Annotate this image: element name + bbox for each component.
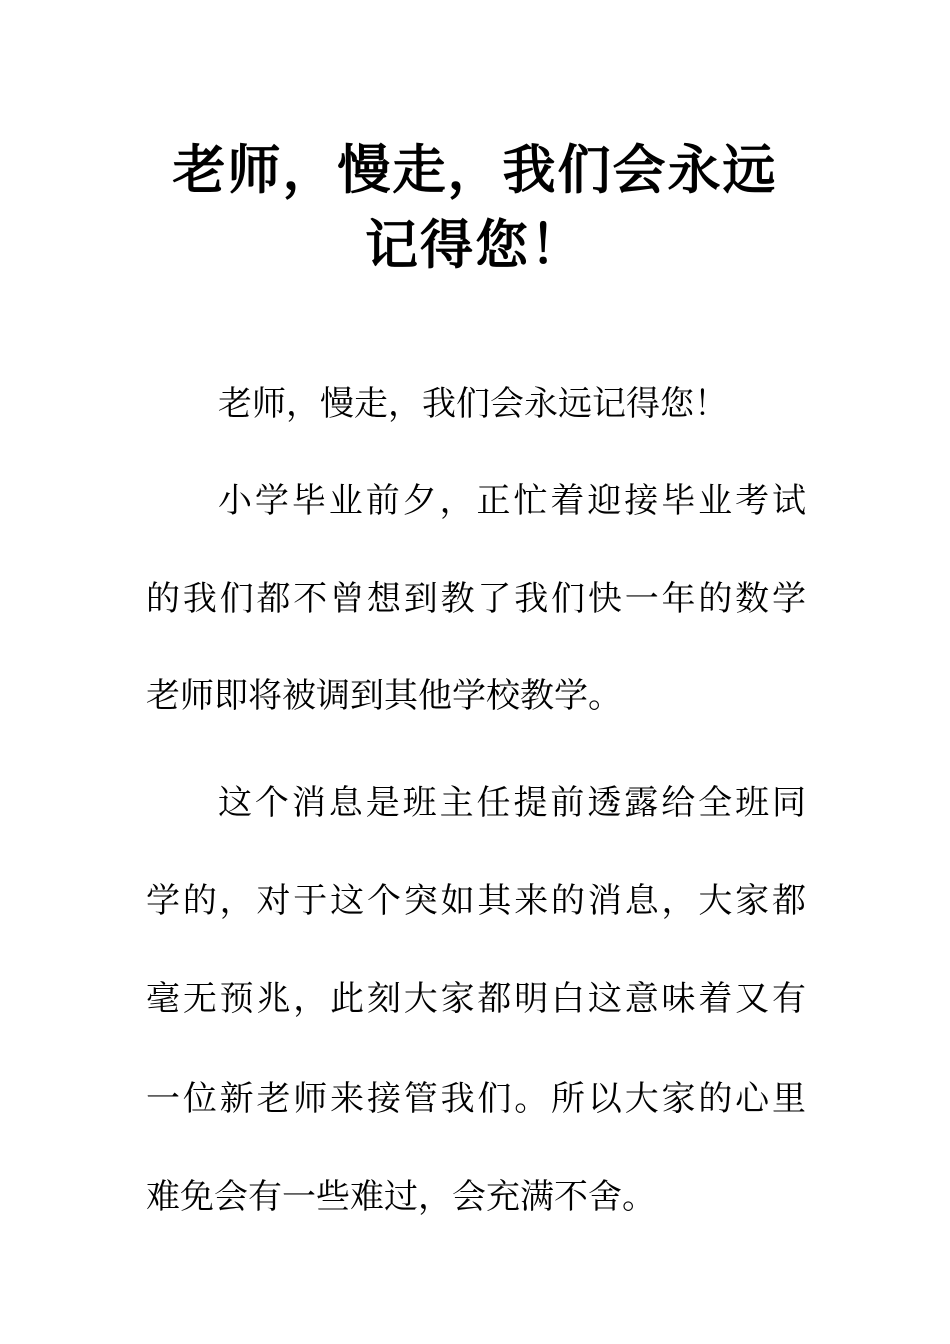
paragraph-line: 老师，慢走，我们会永远记得您！: [218, 384, 728, 424]
document-title-line-2: 记得您！: [365, 214, 585, 276]
paragraph-line: 难免会有一些难过，会充满不舍。: [146, 1177, 656, 1217]
paragraph-line: 小学毕业前夕，正忙着迎接毕业考试: [218, 481, 806, 521]
paragraph-line: 这个消息是班主任提前透露给全班同: [218, 783, 806, 823]
paragraph-line: 学的，对于这个突如其来的消息，大家都: [146, 881, 806, 921]
paragraph-line: 老师即将被调到其他学校教学。: [146, 676, 622, 716]
document-title-line-1: 老师，慢走，我们会永远: [172, 139, 778, 201]
paragraph-line: 的我们都不曾想到教了我们快一年的数学: [146, 579, 806, 619]
paragraph-line: 一位新老师来接管我们。所以大家的心里: [146, 1079, 806, 1119]
paragraph-line: 毫无预兆，此刻大家都明白这意味着又有: [146, 979, 806, 1019]
